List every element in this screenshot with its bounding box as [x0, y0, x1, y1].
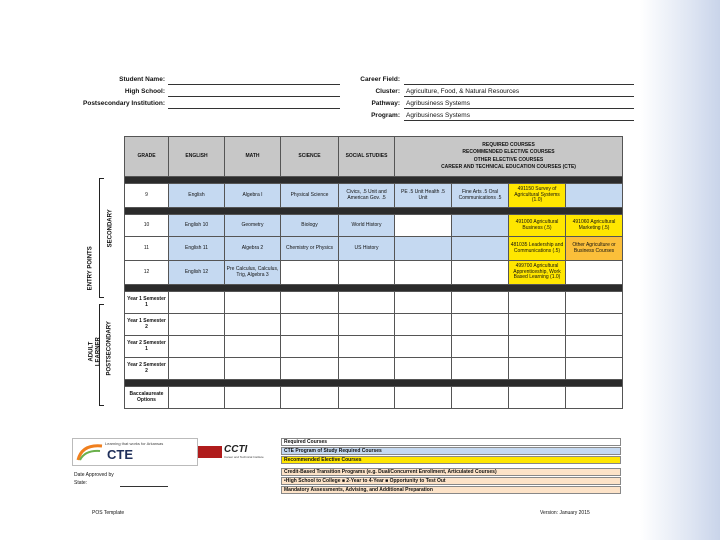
cte-logo: [72, 438, 198, 466]
course-cell: PE .5 Unit Health .5 Unit: [395, 184, 452, 208]
col-courses: [395, 137, 623, 177]
course-cell: [452, 215, 509, 237]
table-row: [125, 358, 623, 380]
cte-courses-heading: CAREER AND TECHNICAL EDUCATION COURSES (CTE): [441, 164, 576, 170]
ccti-logo: [198, 444, 276, 460]
elective-course-cell: Other Agriculture or Business Courses: [566, 237, 623, 261]
cte-tagline: Learning that works for Arkansas: [105, 441, 164, 446]
cte-course-cell: 491150 Survey of Agricultural Systems (1.0): [509, 184, 566, 208]
program-label: Program:: [371, 112, 400, 119]
legend-cte-program: CTE Program of Study Required Courses: [281, 447, 621, 455]
science-cell: Biology: [281, 215, 339, 237]
social-cell: US History: [339, 237, 395, 261]
table-row: [125, 336, 623, 358]
ccti-red-badge: [198, 446, 222, 458]
grade-cell: 10: [125, 215, 169, 237]
secondary-label: SECONDARY: [107, 209, 114, 248]
program-value: Agribusiness Systems: [406, 112, 470, 119]
science-cell: [281, 261, 339, 285]
english-cell: English 11: [169, 237, 225, 261]
table-row: [125, 215, 623, 237]
course-cell: [395, 237, 452, 261]
cluster-line: [404, 96, 634, 97]
cte-swoosh-icon: [76, 442, 104, 462]
cte-course-cell: 499700 Agricultural Apprenticeship, Work Based Learning (1.0): [509, 261, 566, 285]
career-field-label: Career Field:: [360, 76, 400, 83]
legend-credit-based: Credit-Based Transition Programs (e.g. Dual/Concurrent Enrollment, Articulated Courses): [281, 468, 621, 476]
ccti-logo-text: CCTI: [224, 444, 248, 455]
grade-cell: Year 2 Semester 2: [125, 358, 169, 380]
high-school-field[interactable]: [168, 96, 340, 97]
divider-bar: [125, 208, 623, 215]
table-row: [125, 292, 623, 314]
grade-cell: Year 1 Semester 1: [125, 292, 169, 314]
course-grid: [124, 136, 623, 409]
divider-bar: [125, 177, 623, 184]
course-cell: [566, 184, 623, 208]
postsecondary-side-label: POSTSECONDARY: [106, 321, 113, 376]
course-cell: [452, 237, 509, 261]
social-cell: Civics, .5 Unit and American Gov. .5: [339, 184, 395, 208]
col-science: SCIENCE: [281, 137, 339, 177]
grade-cell: Year 2 Semester 1: [125, 336, 169, 358]
grade-cell: 9: [125, 184, 169, 208]
col-grade: GRADE: [125, 137, 169, 177]
version-label: Version: January 2015: [540, 510, 590, 516]
pathway-label: Pathway:: [371, 100, 400, 107]
student-name-field[interactable]: [168, 84, 340, 85]
high-school-label: High School:: [124, 88, 165, 95]
social-cell: [339, 261, 395, 285]
state-field[interactable]: [120, 486, 168, 487]
math-cell: Pre Calculus, Calculus, Trig, Algebra 3: [225, 261, 281, 285]
date-approved-label: Date Approved by: [74, 472, 114, 478]
postsecondary-field[interactable]: [168, 108, 340, 109]
legend-mandatory: Mandatory Assessments, Advising, and Additional Preparation: [281, 486, 621, 494]
grade-cell: 11: [125, 237, 169, 261]
divider-bar: [125, 285, 623, 292]
cte-course-cell: 491000 Agricultural Business (.5): [509, 215, 566, 237]
student-name-label: Student Name:: [119, 76, 165, 83]
cluster-value: Agriculture, Food, & Natural Resources: [406, 88, 520, 95]
cte-logo-text: CTE: [107, 447, 133, 462]
math-cell: Algebra 2: [225, 237, 281, 261]
course-cell: Fine Arts .5 Oral Communications .5: [452, 184, 509, 208]
col-social-studies: SOCIAL STUDIES: [339, 137, 395, 177]
table-row: [125, 237, 623, 261]
cluster-label: Cluster:: [375, 88, 400, 95]
cte-course-cell: 491060 Agricultural Marketing (.5): [566, 215, 623, 237]
grade-cell: 12: [125, 261, 169, 285]
required-courses-heading: REQUIRED COURSES: [482, 141, 535, 148]
legend-recommended: Recommended Elective Courses: [281, 456, 621, 464]
grade-cell: Baccalaureate Options: [125, 387, 169, 409]
table-row: [125, 314, 623, 336]
adult-learner-label: ADULT LEARNER: [88, 337, 101, 367]
ccti-subtitle: Career and Technical Institute: [224, 455, 264, 459]
pathway-line: [404, 108, 634, 109]
english-cell: English 12: [169, 261, 225, 285]
pathway-value: Agribusiness Systems: [406, 100, 470, 107]
legend-required: Required Courses: [281, 438, 621, 446]
math-cell: Algebra I: [225, 184, 281, 208]
recommended-elective-heading: RECOMMENDED ELECTIVE COURSES: [462, 149, 555, 155]
career-field-field[interactable]: [404, 84, 634, 85]
cte-course-cell: 481035 Leadership and Communications (.5): [509, 237, 566, 261]
table-row: [125, 387, 623, 409]
col-math: MATH: [225, 137, 281, 177]
grade-cell: Year 1 Semester 2: [125, 314, 169, 336]
entry-points-label: ENTRY POINTS: [87, 246, 94, 291]
secondary-bracket: [99, 178, 104, 298]
divider-bar: [125, 380, 623, 387]
math-cell: Geometry: [225, 215, 281, 237]
course-cell: [566, 261, 623, 285]
english-cell: English 10: [169, 215, 225, 237]
program-line: [404, 120, 634, 121]
social-cell: World History: [339, 215, 395, 237]
course-cell: [452, 261, 509, 285]
course-cell: [395, 261, 452, 285]
col-english: ENGLISH: [169, 137, 225, 177]
table-row: [125, 261, 623, 285]
table-row: [125, 184, 623, 208]
science-cell: Physical Science: [281, 184, 339, 208]
postsecondary-label: Postsecondary Institution:: [83, 100, 165, 107]
course-cell: [395, 215, 452, 237]
science-cell: Chemistry or Physics: [281, 237, 339, 261]
english-cell: English: [169, 184, 225, 208]
pos-template-label: POS Template: [92, 510, 125, 516]
state-label: State:: [74, 480, 88, 486]
legend-options: •High School to College ■ 2-Year to 4-Year ■ Opportunity to Test Out: [281, 477, 621, 485]
other-elective-heading: OTHER ELECTIVE COURSES: [473, 156, 544, 163]
